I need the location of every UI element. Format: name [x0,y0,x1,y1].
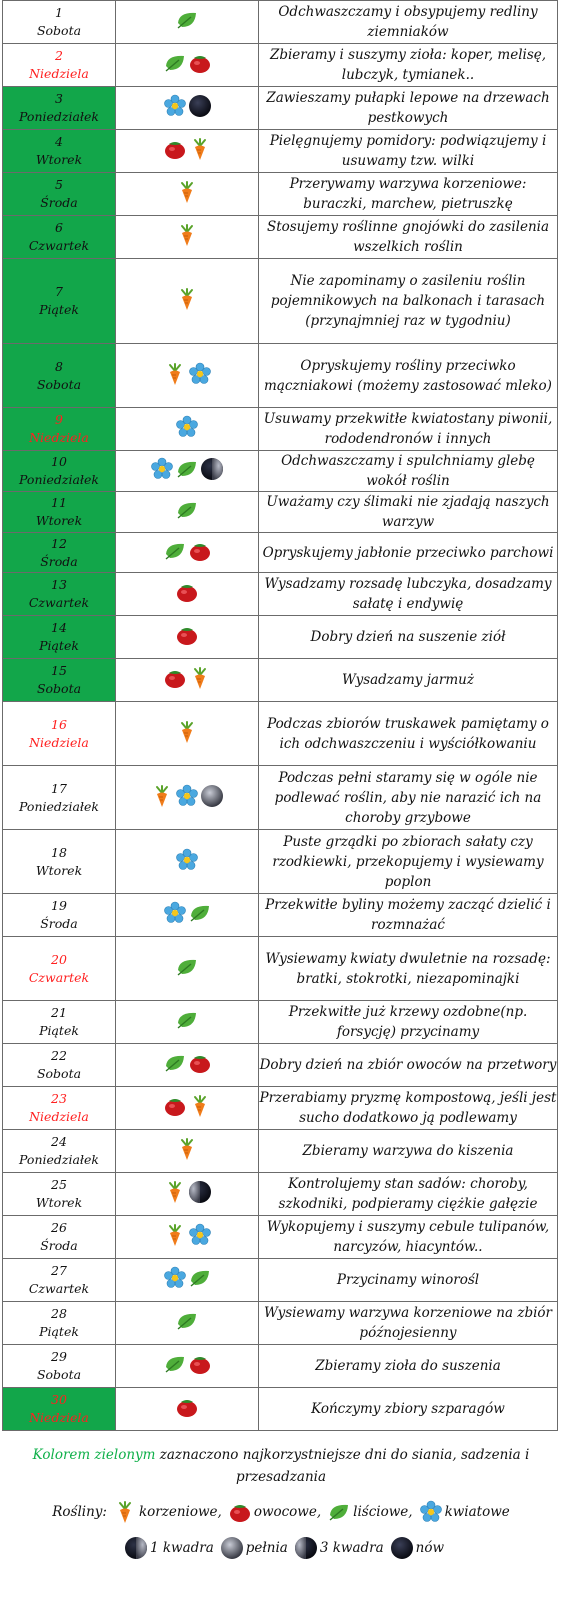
leaf-icon [163,1051,187,1075]
full-moon-icon [200,784,224,808]
calendar-row [3,344,558,408]
calendar-row [3,894,558,937]
task-text: Przerywamy warzywa korzeniowe: buraczki, marchew, pietruszkę [259,173,558,216]
new-moon-icon [188,94,212,118]
day-number: 20 [51,951,67,967]
task-text: Dobry dzień na suszenie ziół [259,616,558,659]
day-cell [3,408,116,451]
day-name: Sobota [36,681,82,696]
day-cell [3,659,116,702]
tomato-icon [188,539,212,563]
icon-cell [116,533,259,573]
day-number: 12 [51,535,67,551]
first-quarter-moon-icon [124,1536,148,1560]
day-name: Piątek [39,1324,79,1339]
calendar-row [3,130,558,173]
carrot-icon [175,287,199,311]
icon-cell [116,1388,259,1431]
task-text: Zawieszamy pułapki lepowe na drzewach pestkowych [259,87,558,130]
icon-cell [116,894,259,937]
task-text: Kończymy zbiory szparagów [259,1388,558,1431]
task-text: Wysiewamy kwiaty dwuletnie na rozsadę: bratki, stokrotki, niezapominajki [259,937,558,1001]
task-text: Podczas pełni staramy się w ogóle nie podlewać roślin, aby nie narazić ich na choroby grzybowe [259,766,558,830]
calendar-row [3,937,558,1001]
day-cell [3,1259,116,1302]
legend-korzeniowe: korzeniowe, [138,1504,222,1520]
day-name: Sobota [36,1367,82,1382]
task-text: Dobry dzień na zbiór owoców na przetwory [259,1044,558,1087]
icon-cell [116,830,259,894]
calendar-row [3,492,558,533]
icon-cell [116,937,259,1001]
legend-kwiatowe: kwiatowe [444,1504,510,1520]
calendar-row [3,573,558,616]
legend-note-highlight: Kolorem zielonym [32,1447,156,1463]
legend-owocowe: owocowe, [253,1504,322,1520]
calendar-row [3,1216,558,1259]
task-text: Wysadzamy rozsadę lubczyka, dosadzamy sałatę i endywię [259,573,558,616]
icon-cell [116,616,259,659]
flower-icon [175,784,199,808]
leaf-icon [188,1266,212,1290]
day-number: 2 [55,48,63,63]
day-number: 25 [51,1177,67,1192]
day-name: Środa [40,195,78,210]
task-text: Stosujemy roślinne gnojówki do zasilenia wszelkich roślin [259,216,558,259]
day-cell [3,1173,116,1216]
task-text: Podczas zbiorów truskawek pamiętamy o ich odchwaszczeniu i wyściółkowaniu [259,702,558,766]
day-name: Piątek [39,302,79,317]
day-number: 15 [51,663,67,678]
new-moon-icon [390,1536,414,1560]
day-number: 17 [51,780,67,796]
day-name: Poniedziałek [19,798,99,814]
day-cell [3,1345,116,1388]
icon-cell [116,130,259,173]
day-name: Sobota [36,23,82,38]
task-text: Uważamy czy ślimaki nie zjadają naszych warzyw [259,492,558,533]
task-text: Przycinamy winorośl [259,1259,558,1302]
day-cell [3,1216,116,1259]
calendar-row [3,1,558,44]
tomato-icon [175,580,199,604]
day-cell [3,1388,116,1431]
day-number: 18 [51,844,67,860]
calendar-body [3,1,558,1431]
day-name: Wtorek [35,862,83,878]
calendar-row [3,1087,558,1130]
day-name: Sobota [36,376,82,392]
calendar-row [3,87,558,130]
day-cell [3,573,116,616]
flower-icon [188,1223,212,1247]
calendar-row [3,1173,558,1216]
day-number: 26 [51,1220,67,1235]
day-cell [3,173,116,216]
day-cell [3,87,116,130]
day-name: Środa [40,1238,78,1253]
day-number: 4 [55,134,63,149]
task-text: Wykopujemy i suszymy cebule tulipanów, narcyzów, hiacyntów.. [259,1216,558,1259]
day-number: 23 [51,1091,67,1106]
calendar-table [2,0,558,1431]
day-cell [3,937,116,1001]
day-name: Niedziela [29,1410,89,1425]
icon-cell [116,492,259,533]
day-name: Wtorek [35,1195,83,1210]
tomato-icon [188,51,212,75]
carrot-icon [188,1094,212,1118]
icon-cell [116,1173,259,1216]
day-number: 22 [51,1048,67,1063]
day-name: Poniedziałek [19,109,99,124]
day-cell [3,616,116,659]
task-text: Odchwaszczamy i spulchniamy glebę wokół roślin [259,451,558,492]
task-text: Przekwitłe już krzewy ozdobne(np. forsycję) przycinamy [259,1001,558,1044]
icon-cell [116,408,259,451]
day-name: Wtorek [35,152,83,167]
day-name: Piątek [39,1023,79,1038]
day-name: Sobota [36,1066,82,1081]
legend-kwadra1: 1 kwadra [149,1540,214,1556]
day-number: 28 [51,1306,67,1321]
calendar-row [3,1044,558,1087]
legend-plants-label: Rośliny: [52,1504,107,1520]
leaf-icon [188,901,212,925]
day-cell [3,766,116,830]
day-name: Poniedziałek [19,472,99,487]
day-cell [3,492,116,533]
task-text: Przekwitłe byliny możemy zacząć dzielić i rozmnażać [259,894,558,937]
day-number: 7 [55,284,63,299]
day-name: Wtorek [35,513,83,528]
day-number: 14 [51,620,67,635]
icon-cell [116,1216,259,1259]
day-number: 13 [51,577,67,592]
icon-cell [116,344,259,408]
day-cell [3,1,116,44]
icon-cell [116,1,259,44]
carrot-icon [150,784,174,808]
leaf-icon [175,8,199,32]
calendar-row [3,533,558,573]
day-cell [3,451,116,492]
day-name: Środa [40,553,78,569]
legend-note-text: zaznaczono najkorzystniejsze dni do siania, sadzenia i przesadzania [155,1447,530,1485]
calendar-row [3,173,558,216]
full-moon-icon [220,1536,244,1560]
day-cell [3,1302,116,1345]
tomato-icon [188,1352,212,1376]
icon-cell [116,451,259,492]
calendar-row [3,408,558,451]
third-quarter-moon-icon [188,1180,212,1204]
icon-cell [116,1130,259,1173]
tomato-icon [228,1500,252,1524]
third-quarter-moon-icon [294,1536,318,1560]
carrot-icon [175,180,199,204]
tomato-icon [163,1094,187,1118]
day-cell [3,702,116,766]
tomato-icon [163,137,187,161]
legend-note [0,1444,562,1488]
task-text: Wysadzamy jarmuż [259,659,558,702]
carrot-icon [175,1137,199,1161]
first-quarter-moon-icon [200,457,224,481]
day-cell [3,344,116,408]
tomato-icon [163,666,187,690]
tomato-icon [175,623,199,647]
day-name: Czwartek [28,1281,90,1296]
calendar-row [3,766,558,830]
legend-plants-row [0,1500,562,1524]
icon-cell [116,1259,259,1302]
day-number: 27 [51,1263,67,1278]
icon-cell [116,702,259,766]
day-number: 16 [51,716,67,732]
calendar-row [3,1130,558,1173]
leaf-icon [175,955,199,979]
icon-cell [116,216,259,259]
legend-now: nów [415,1540,445,1556]
carrot-icon [188,666,212,690]
day-cell [3,533,116,573]
day-name: Czwartek [28,595,90,610]
calendar-row [3,1388,558,1431]
leaf-icon [175,1309,199,1333]
icon-cell [116,44,259,87]
task-text: Wysiewamy warzywa korzeniowe na zbiór późnojesienny [259,1302,558,1345]
icon-cell [116,1345,259,1388]
icon-cell [116,173,259,216]
day-number: 8 [55,358,63,374]
day-cell [3,1087,116,1130]
legend-pelnia: pełnia [245,1540,288,1556]
day-name: Piątek [39,638,79,653]
day-number: 24 [51,1134,67,1149]
flower-icon [175,415,199,439]
icon-cell [116,87,259,130]
day-number: 10 [51,454,67,469]
day-number: 9 [55,412,63,427]
day-number: 11 [51,495,67,510]
task-text: Kontrolujemy stan sadów: choroby, szkodniki, podpieramy ciężkie gałęzie [259,1173,558,1216]
day-number: 30 [51,1392,67,1407]
calendar-row [3,216,558,259]
leaf-icon [163,51,187,75]
flower-icon [163,94,187,118]
calendar-row [3,1001,558,1044]
task-text: Opryskujemy jabłonie przeciwko parchowi [259,533,558,573]
legend [0,1444,562,1560]
flower-icon [163,1266,187,1290]
task-text: Zbieramy warzywa do kiszenia [259,1130,558,1173]
icon-cell [116,573,259,616]
task-text: Zbieramy i suszymy zioła: koper, melisę, lubczyk, tymianek.. [259,44,558,87]
day-name: Niedziela [29,66,89,81]
leaf-icon [175,498,199,522]
flower-icon [150,457,174,481]
flower-icon [175,848,199,872]
legend-kwadra3: 3 kwadra [319,1540,384,1556]
day-name: Niedziela [29,430,89,445]
calendar-row [3,1302,558,1345]
task-text: Zbieramy zioła do suszenia [259,1345,558,1388]
calendar-row [3,1259,558,1302]
icon-cell [116,766,259,830]
day-cell [3,894,116,937]
task-text: Odchwaszczamy i obsypujemy redliny ziemniaków [259,1,558,44]
carrot-icon [163,1223,187,1247]
task-text: Puste grządki po zbiorach sałaty czy rzodkiewki, przekopujemy i wysiewamy poplon [259,830,558,894]
legend-moon-row [0,1536,562,1560]
flower-icon [188,362,212,386]
tomato-icon [175,1395,199,1419]
task-text: Nie zapominamy o zasileniu roślin pojemnikowych na balkonach i tarasach (przynajmniej raz w tygodniu) [259,259,558,344]
day-number: 21 [51,1005,67,1020]
flower-icon [419,1500,443,1524]
day-name: Czwartek [28,238,90,253]
day-cell [3,216,116,259]
calendar-row [3,702,558,766]
day-number: 19 [51,898,67,913]
carrot-icon [163,362,187,386]
icon-cell [116,259,259,344]
day-number: 5 [55,177,63,192]
icon-cell [116,1001,259,1044]
icon-cell [116,659,259,702]
day-cell [3,44,116,87]
task-text: Przerabiamy pryzmę kompostową, jeśli jest sucho dodatkowo ją podlewamy [259,1087,558,1130]
leaf-icon [327,1500,351,1524]
task-text: Pielęgnujemy pomidory: podwiązujemy i usuwamy tzw. wilki [259,130,558,173]
calendar-row [3,830,558,894]
calendar-row [3,259,558,344]
task-text: Opryskujemy rośliny przeciwko mączniakowi (możemy zastosować mleko) [259,344,558,408]
day-number: 29 [51,1349,67,1364]
carrot-icon [175,223,199,247]
carrot-icon [113,1500,137,1524]
calendar-row [3,451,558,492]
carrot-icon [175,720,199,744]
day-name: Środa [40,916,78,931]
day-cell [3,1044,116,1087]
day-name: Poniedziałek [19,1152,99,1167]
day-cell [3,830,116,894]
flower-icon [163,901,187,925]
day-cell [3,130,116,173]
day-number: 1 [55,5,63,20]
day-cell [3,1001,116,1044]
day-number: 3 [55,91,63,106]
task-text: Usuwamy przekwitłe kwiatostany piwonii, rododendronów i innych [259,408,558,451]
tomato-icon [188,1051,212,1075]
icon-cell [116,1044,259,1087]
carrot-icon [188,137,212,161]
calendar-row [3,616,558,659]
leaf-icon [175,457,199,481]
day-number: 6 [55,220,63,235]
leaf-icon [163,539,187,563]
icon-cell [116,1087,259,1130]
legend-lisciowe: liściowe, [353,1504,413,1520]
leaf-icon [175,1008,199,1032]
day-cell [3,259,116,344]
carrot-icon [163,1180,187,1204]
day-name: Niedziela [29,734,89,750]
leaf-icon [163,1352,187,1376]
day-name: Niedziela [29,1109,89,1124]
day-name: Czwartek [28,969,90,985]
calendar-row [3,1345,558,1388]
calendar-row [3,44,558,87]
day-cell [3,1130,116,1173]
calendar-row [3,659,558,702]
icon-cell [116,1302,259,1345]
